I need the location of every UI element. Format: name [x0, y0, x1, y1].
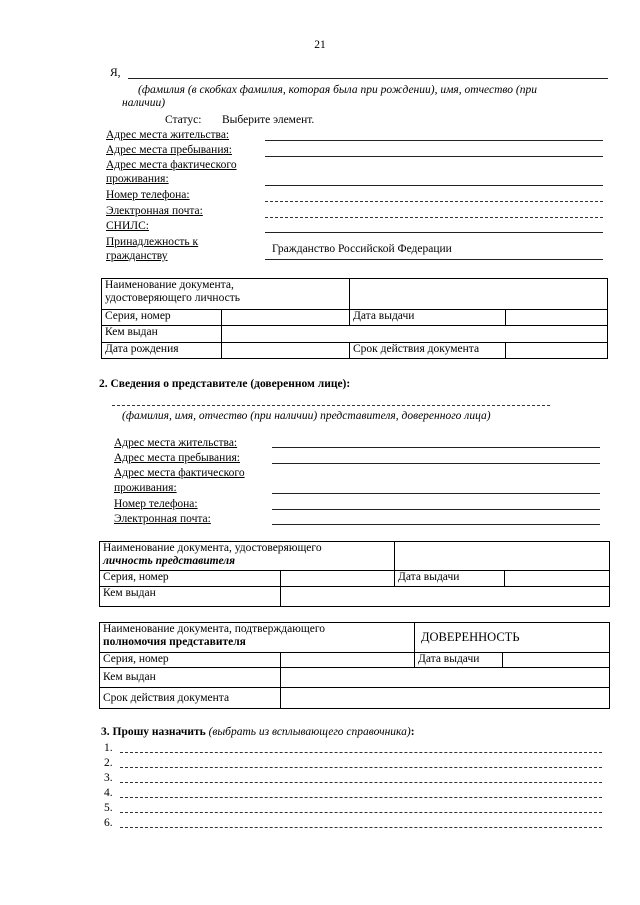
field-citizenship-label-1: Принадлежность к	[106, 236, 199, 248]
request-item-1-input[interactable]	[120, 752, 602, 753]
rep-actual-label-2: проживания:	[114, 482, 177, 494]
request-item-5-input[interactable]	[120, 812, 602, 813]
section3-title-colon: :	[410, 726, 415, 738]
auth-issued-by-label: Кем выдан	[100, 668, 281, 688]
request-item-3-input[interactable]	[120, 782, 602, 783]
rep-email-input[interactable]	[272, 524, 600, 525]
id-issue-date-label: Дата выдачи	[350, 310, 506, 326]
rep-stay-label: Адрес места пребывания:	[114, 452, 240, 464]
section3-title: 3. Прошу назначить	[101, 726, 206, 738]
request-item-3-number: 3.	[104, 772, 113, 784]
field-actual-input[interactable]	[265, 185, 603, 186]
rep-residence-input[interactable]	[272, 447, 600, 448]
id-issued-by-input[interactable]	[222, 326, 608, 343]
request-item-2-input[interactable]	[120, 767, 602, 768]
rep-email-label: Электронная почта:	[114, 513, 211, 525]
id-doc-name-label-1: Наименование документа,	[105, 279, 234, 291]
rep-issued-by-label: Кем выдан	[100, 587, 281, 607]
field-snils-input[interactable]	[265, 232, 603, 233]
request-item-4-input[interactable]	[120, 797, 602, 798]
rep-phone-input[interactable]	[272, 509, 600, 510]
rep-residence-label: Адрес места жительства:	[114, 437, 238, 449]
id-birth-date-input[interactable]	[222, 343, 350, 359]
rep-series-input[interactable]	[281, 571, 395, 587]
field-stay-label: Адрес места пребывания:	[106, 144, 232, 156]
rep-id-table	[99, 541, 610, 607]
id-validity-label: Срок действия документа	[350, 343, 506, 359]
auth-issue-date-input[interactable]	[503, 653, 610, 668]
id-doc-name-label-2: удостоверяющего личность	[105, 292, 240, 304]
rep-phone-label: Номер телефона:	[114, 498, 198, 510]
id-issue-date-input[interactable]	[506, 310, 608, 326]
id-doc-name-cell	[102, 279, 350, 310]
request-item-2-number: 2.	[104, 757, 113, 769]
fio-hint-1: (фамилия (в скобках фамилия, которая была при рождении), имя, отчество (при	[138, 84, 537, 96]
section3-title-row	[101, 725, 415, 739]
id-series-label: Серия, номер	[102, 310, 222, 326]
request-item-6-input[interactable]	[120, 827, 602, 828]
field-email-label: Электронная почта:	[106, 205, 203, 217]
id-doc-name-input[interactable]	[350, 279, 608, 310]
id-birth-date-label: Дата рождения	[102, 343, 222, 359]
auth-doc-name-label-1: Наименование документа, подтверждающего	[103, 623, 325, 635]
request-item-6-number: 6.	[104, 817, 113, 829]
auth-issued-by-input[interactable]	[281, 668, 610, 688]
rep-series-label: Серия, номер	[100, 571, 281, 587]
rep-issued-by-input[interactable]	[281, 587, 610, 607]
request-item-4-number: 4.	[104, 787, 113, 799]
rep-doc-name-label-2: личность представителя	[103, 555, 236, 567]
rep-doc-name-cell	[100, 542, 395, 571]
field-phone-input[interactable]	[265, 201, 603, 202]
auth-issue-date-label: Дата выдачи	[415, 653, 503, 668]
field-phone-label: Номер телефона:	[106, 189, 190, 201]
field-residence-input[interactable]	[265, 140, 603, 141]
citizenship-input-line	[265, 259, 603, 260]
field-email-input[interactable]	[265, 217, 603, 218]
field-citizenship-label-2: гражданству	[106, 250, 168, 262]
auth-validity-label: Срок действия документа	[100, 688, 281, 709]
rep-actual-input[interactable]	[272, 493, 600, 494]
fio-input-line[interactable]	[128, 78, 608, 79]
rep-stay-input[interactable]	[272, 463, 600, 464]
id-issued-by-label: Кем выдан	[102, 326, 222, 343]
rep-actual-label-1: Адрес места фактического	[114, 467, 245, 479]
id-validity-input[interactable]	[506, 343, 608, 359]
id-series-input[interactable]	[222, 310, 350, 326]
applicant-prefix: Я,	[110, 67, 121, 79]
rep-doc-name-input[interactable]	[395, 542, 610, 571]
rep-issue-date-input[interactable]	[505, 571, 610, 587]
rep-issue-date-label: Дата выдачи	[395, 571, 505, 587]
request-item-5-number: 5.	[104, 802, 113, 814]
field-actual-label-1: Адрес места фактического	[106, 159, 237, 171]
section3-title-hint: (выбрать из всплывающего справочника)	[208, 726, 411, 738]
field-residence-label: Адрес места жительства:	[106, 129, 230, 141]
auth-doc-name-label-2: полномочия представителя	[103, 636, 246, 648]
id-document-table	[101, 278, 608, 359]
field-stay-input[interactable]	[265, 156, 603, 157]
auth-validity-input[interactable]	[281, 688, 610, 709]
auth-doc-name-cell	[100, 623, 415, 653]
fio-hint-2: наличии)	[122, 97, 166, 109]
field-actual-label-2: проживания:	[106, 173, 169, 185]
auth-doc-value[interactable]: ДОВЕРЕННОСТЬ	[415, 623, 610, 653]
request-item-1-number: 1.	[104, 742, 113, 754]
authority-table	[99, 622, 610, 709]
status-select[interactable]: Выберите элемент.	[222, 114, 315, 126]
status-label: Статус:	[165, 114, 202, 126]
section2-title: 2. Сведения о представителе (доверенном лице):	[99, 378, 351, 390]
auth-series-label: Серия, номер	[100, 653, 281, 668]
representative-fio-input[interactable]	[112, 405, 550, 406]
citizenship-value[interactable]: Гражданство Российской Федерации	[272, 243, 452, 255]
page-number: 21	[314, 39, 326, 51]
field-snils-label: СНИЛС:	[106, 220, 149, 232]
rep-doc-name-label-1: Наименование документа, удостоверяющего	[103, 542, 322, 554]
auth-series-input[interactable]	[281, 653, 415, 668]
section2-hint: (фамилия, имя, отчество (при наличии) представителя, доверенного лица)	[122, 410, 491, 422]
